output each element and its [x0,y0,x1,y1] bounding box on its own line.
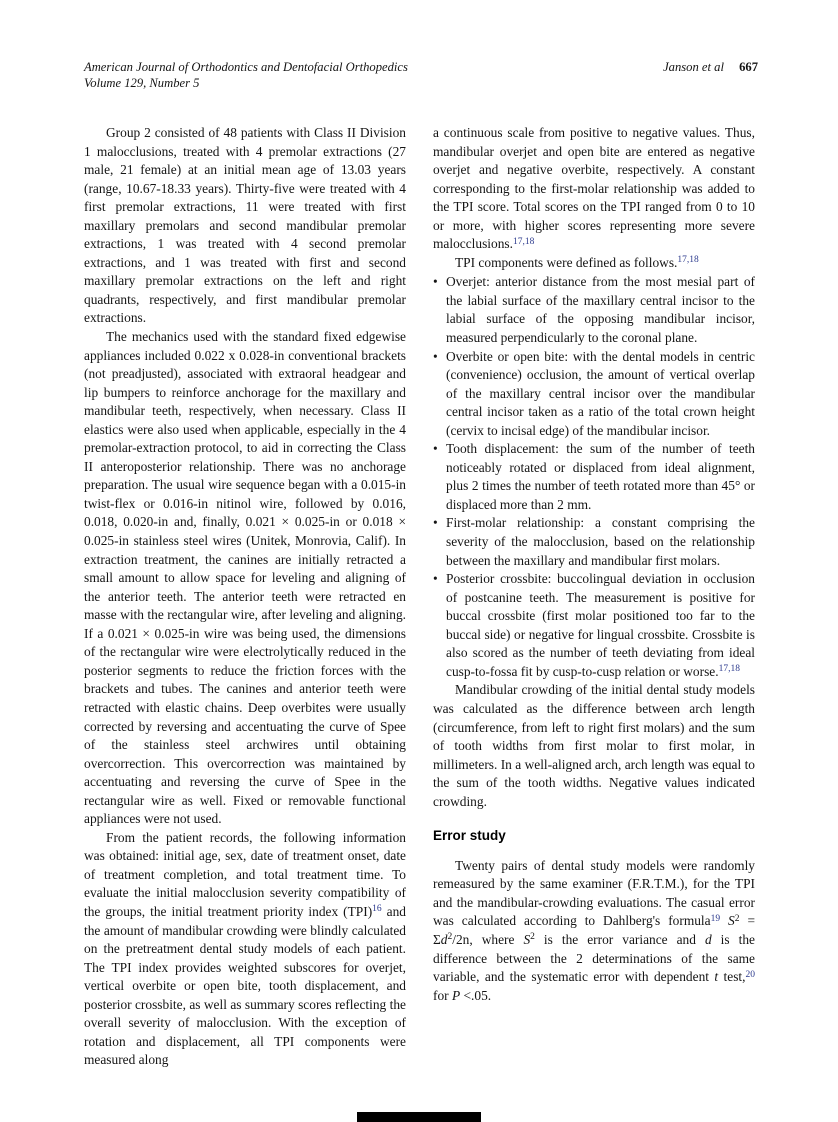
list-item-text: First-molar relationship: a constant comprising the severity of the malocclusion, based on the relationship between the maxillary and mandibular first molars. [446,515,755,568]
paragraph-continuation: a continuous scale from positive to negative values. Thus, mandibular overjet and open bite are entered as negative overjet and negative overbite, respectively. A constant corresponding to the first-molar relationship was added to the TPI score. Total scores on the TPI ranged from 0 to 10 or more, with higher scores representing more severe malocclusions.$^{17,18}$ [433,125,755,252]
paragraph-patient-records: From the patient records, the following information was obtained: initial age, sex, date of treatment onset, date of treatment completion, and total treatment time. To evaluate the initial malocclusion severity compatibility of the groups, the initial treatment priority index (TPI)$^{16}$ and the amount of mandibular crowding were blindly calculated on the pretreatment dental study models of each patient. The TPI index provides weighted subscores for overjet, vertical overbite or open bite, tooth displacement, and posterior crossbite, as well as summary scores reflecting the overall severity of malocclusion. With the exception of rotation and displacement, all TPI components were measured along [84,829,406,1068]
bullet-icon: • [433,571,438,587]
bullet-icon: • [433,274,438,290]
list-item-posterior-crossbite [433,570,755,681]
running-head [663,60,758,76]
list-item-text: Overbite or open bite: with the dental models in centric (convenience) occlusion, the amount of vertical overlap of the maxillary central incisor over the mandibular central incisor taken as a ratio of the total crown height (cervix to incisal edge) of the mandibular incisor. [446,348,755,438]
right-column [433,124,755,1005]
paragraph-tpi-components-intro: TPI components were defined as follows.$^{17,18}$ [455,254,699,270]
list-item-tooth-displacement [433,440,755,514]
bullet-icon: • [433,515,438,531]
page-header [84,60,758,91]
journal-info [84,60,408,91]
paragraph-group2: Group 2 consisted of 48 patients with Class II Division 1 malocclusions, treated with 4 premolar extractions (27 male, 21 female) at an initial mean age of 13.03 years (range, 10.67-18.33 years). Thirty-five were treated with 4 first premolar extractions, 11 were treated with first maxillary premolars and second mandibular premolar extractions, 1 was treated with 4 second premolar extractions, and 1 was treated with first and second maxillary premolar extractions on the left and right quadrants, respectively, and first mandibular premolar extractions. [84,125,406,326]
scan-artifact [357,1112,481,1122]
left-column [84,124,406,1070]
list-item-overjet [433,273,755,347]
bullet-icon: • [433,348,438,364]
list-item-text: Posterior crossbite: buccolingual deviation in occlusion of postcanine teeth. The measurement is positive for buccal crossbite (first molar positioned too far to the buccal side) or negative for lingual crossbite. Crossbite is also scored as the number of teeth deviating from ideal cusp-to-fossa fit by cusp-to-cusp relation or worse.$^{17,18}$ [446,571,755,679]
list-item-text: Tooth displacement: the sum of the number of teeth noticeably rotated or displaced from ideal alignment, plus 2 times the number of teeth rotated more than 45° or displaced more than 2 mm. [446,441,755,512]
volume-number-line: Volume 129, Number 5 [84,75,200,90]
page-number: 667 [739,60,758,74]
tpi-components-list [433,273,755,681]
list-item-first-molar [433,514,755,570]
list-item-text: Overjet: anterior distance from the most mesial part of the labial surface of the maxillary central incisor to the labial surface of the opposing mandibular incisor, measured perpendicularly to the coronal plane. [446,274,755,346]
list-item-overbite [433,348,755,441]
paragraph-error-study: Twenty pairs of dental study models were randomly remeasured by the same examiner (F.R.T.M.), for the TPI and the mandibular-crowding evaluations. The casual error was calculated according to Dahlberg's formula$^{19}$ $S^2 = \Sigma d^2/2n$, where $S^2$ is the error variance and d is the difference between the 2 determinations of the same variable, and the systematic error with dependent t test,$^{20}$ for P <.05. [433,857,755,1003]
paragraph-mandibular-crowding: Mandibular crowding of the initial dental study models was calculated as the difference between arch length (circumference, from left to right first molars) and the sum of tooth widths from first molar to first molar, in millimeters. In a well-aligned arch, arch length was equal to the sum of the tooth widths. Negative values indicated crowding. [433,682,755,809]
journal-title: American Journal of Orthodontics and Dentofacial Orthopedics [84,60,408,74]
section-heading-error-study: Error study [433,828,506,844]
running-head-authors: Janson et al [663,60,724,74]
paragraph-mechanics: The mechanics used with the standard fixed edgewise appliances included 0.022 x 0.028-in conventional brackets (not preadjusted), associated with extraoral headgear and lip bumpers to reinforce anchorage for the maxillary and mandibular teeth, respectively, when necessary. Class II elastics were also used when applicable, especially in the 4 premolar-extraction protocol, to aid in correcting the Class II anteroposterior relationship. There was no anchorage preparation. The usual wire sequence began with a 0.015-in twist-flex or 0.016-in nitinol wire, followed by 0.016, 0.018, 0.020-in and, finally, 0.021 × 0.025-in or 0.018 × 0.025-in stainless steel wires (Unitek, Monrovia, Calif). In extraction treatment, the canines are initially retracted a small amount to allow space for leveling and aligning of the anterior teeth. The anterior teeth were retracted en masse with the rectangular wire, after leveling and aligning. If a 0.021 × 0.025-in wire was being used, the dimensions of the rectangular wire were electrolytically reduced in the posterior segments to reduce the friction forces with the brackets and tubes. The canines and anterior teeth were retracted with elastic chains. Deep overbites were usually corrected by reversing and accentuating the curve of Spee of the stainless steel archwires until obtaining overcorrection. This overcorrection was maintained by accentuating and reversing the curve of Spee in the rectangular wire as well. Fixed or removable functional appliances were not used. [84,329,406,827]
bullet-icon: • [433,441,438,457]
